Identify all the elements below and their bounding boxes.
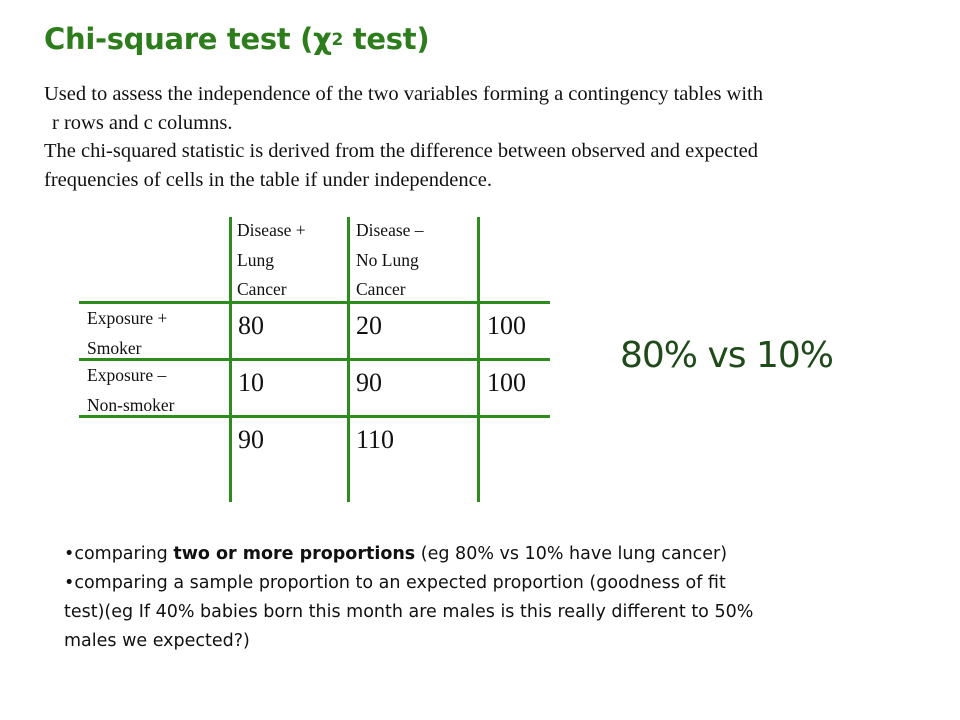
comparison-callout: 80% vs 10% [620, 335, 833, 376]
col-header-disease-positive [237, 216, 306, 305]
col-header-line: Disease – [356, 220, 424, 240]
row-label-line: Exposure + [87, 308, 168, 328]
bullet-2-line-1: •comparing a sample proportion to an expected proportion (goodness of fit [64, 573, 726, 593]
cell-r2-total: 100 [487, 368, 526, 397]
cell-total-c1: 90 [238, 425, 264, 454]
col-header-line: Cancer [237, 279, 287, 299]
cell-total-c2: 110 [356, 425, 395, 454]
bullet-1 [64, 540, 864, 569]
col-header-line: Lung [237, 249, 274, 270]
cell-r2-c1: 10 [238, 368, 264, 397]
cell-r2-c2: 90 [356, 368, 382, 397]
title-tail: test) [343, 22, 430, 56]
col-header-disease-negative [356, 216, 424, 305]
intro-line-2: r rows and c columns. [52, 111, 233, 134]
title-superscript: 2 [331, 30, 344, 50]
bullet-2-line-3: males we expected?) [64, 631, 250, 651]
intro-line-4: frequencies of cells in the table if under independence. [44, 168, 492, 191]
bullet-1-post: (eg 80% vs 10% have lung cancer) [415, 544, 728, 564]
cell-r1-c2: 20 [356, 311, 382, 340]
intro-line-1: Used to assess the independence of the two variables forming a contingency tables with [44, 83, 764, 105]
col-header-line: No Lung [356, 249, 419, 270]
row-label-exposure-positive [87, 304, 167, 363]
row-label-line: Smoker [87, 337, 142, 358]
bullet-2-line-2: test)(eg If 40% babies born this month are males is this really different to 50% [64, 602, 754, 622]
col-header-line: Cancer [356, 279, 406, 299]
intro-line-3: The chi-squared statistic is derived from the difference between observed and expected [44, 140, 758, 162]
bullet-1-bold: two or more proportions [173, 544, 416, 564]
row-label-exposure-negative [87, 361, 174, 420]
col-header-line: Disease + [237, 220, 306, 240]
cell-r1-c1: 80 [238, 311, 264, 340]
bullet-1-pre: •comparing [64, 544, 174, 564]
bullet-list [64, 540, 864, 656]
row-label-line: Exposure – [87, 365, 167, 385]
title-main: Chi-square test (χ [44, 22, 332, 56]
row-label-line: Non-smoker [87, 394, 175, 415]
cell-r1-total: 100 [487, 311, 526, 340]
